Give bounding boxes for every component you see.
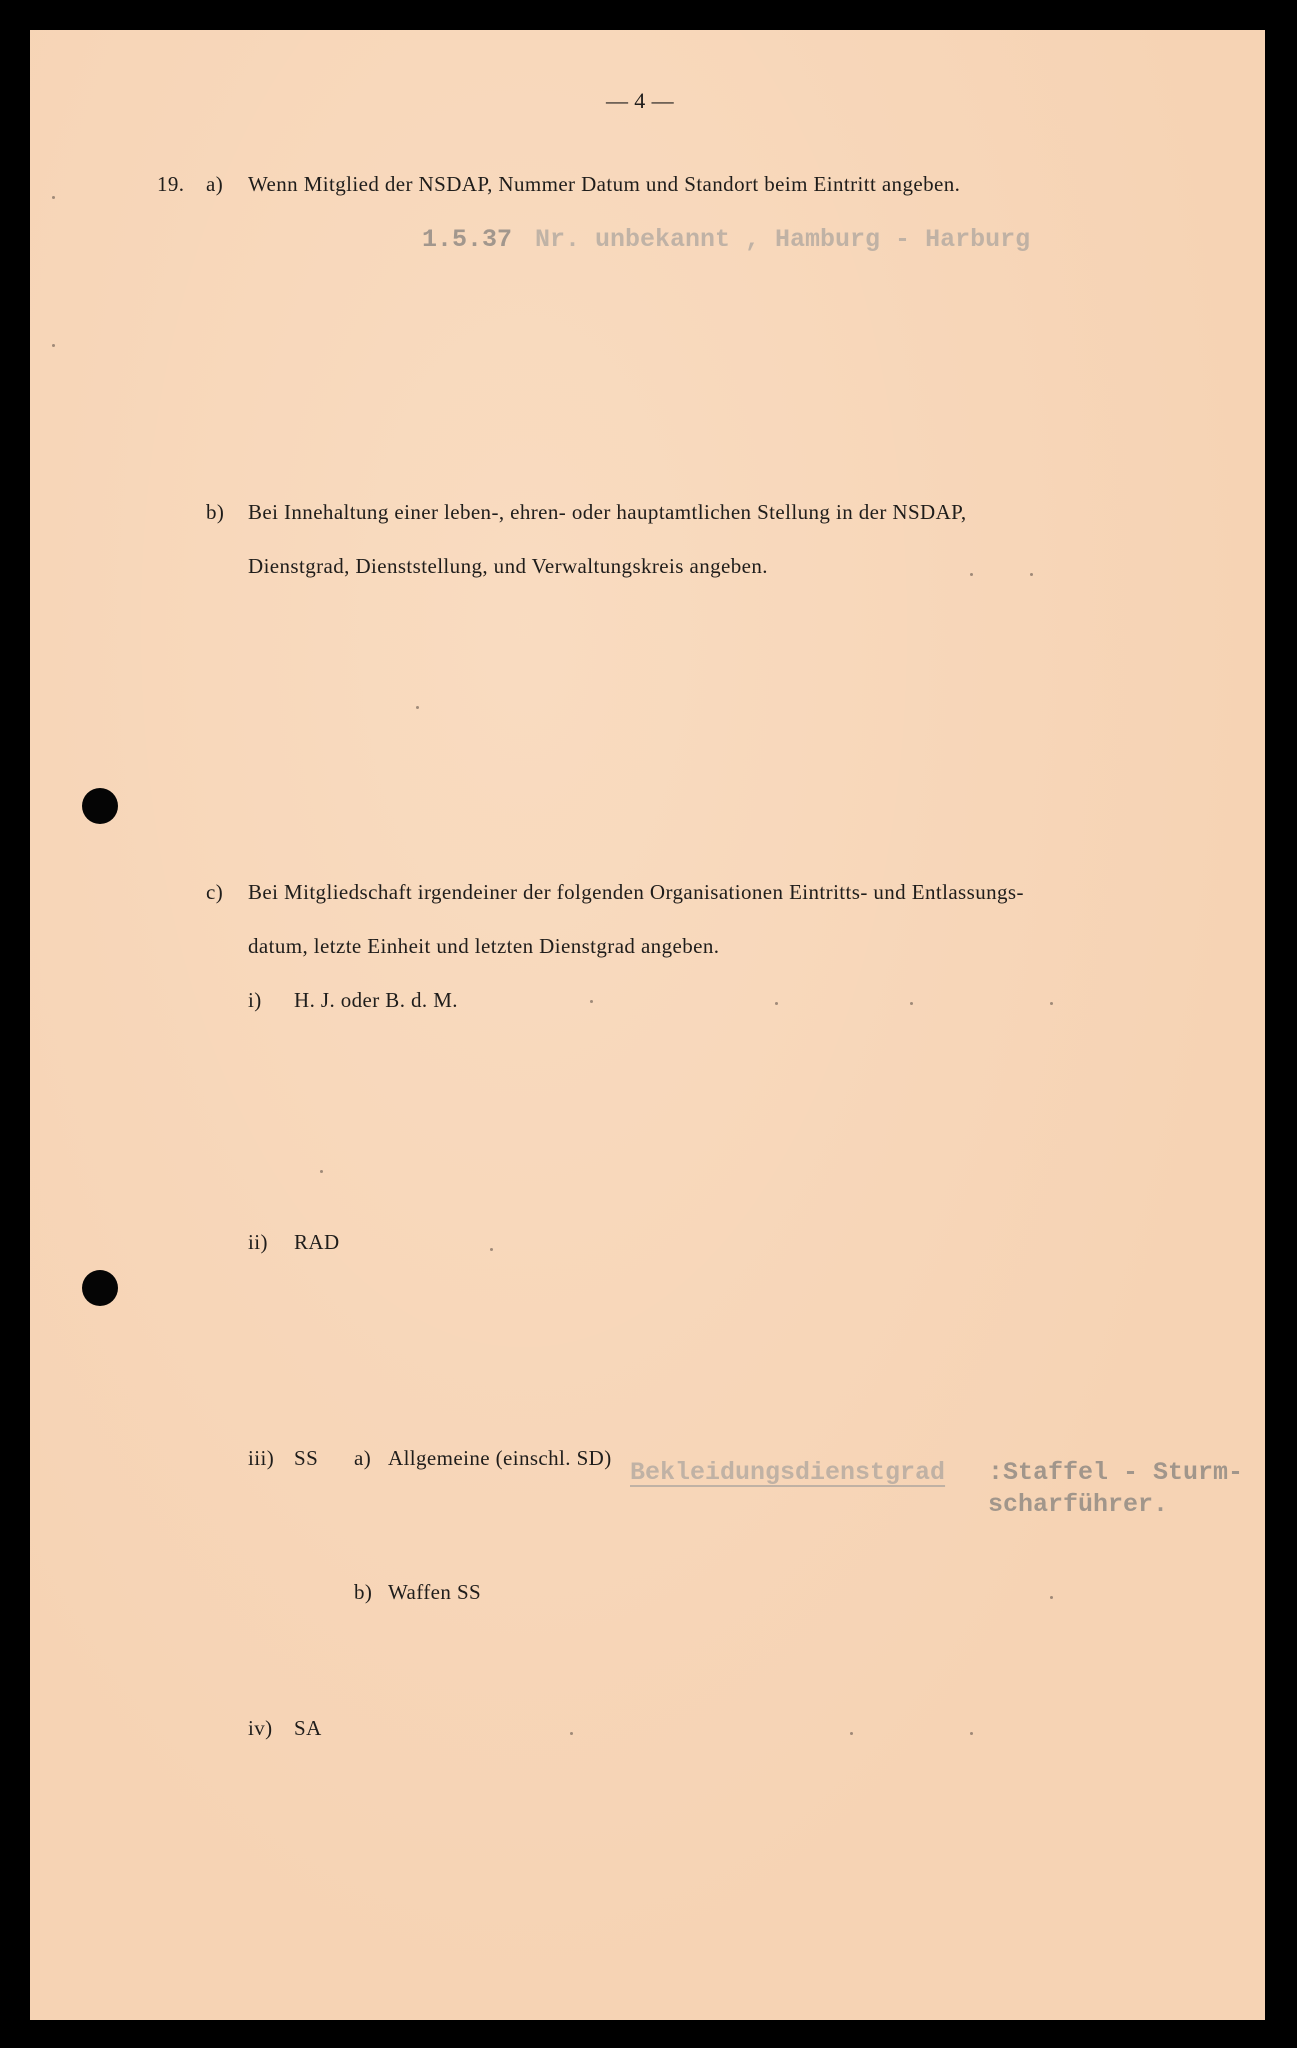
paper-speck bbox=[1050, 1002, 1053, 1005]
paper-speck bbox=[910, 1002, 913, 1005]
item-i-text: H. J. oder B. d. M. bbox=[294, 988, 458, 1012]
document-page bbox=[30, 30, 1265, 2020]
item-iv-text: SA bbox=[294, 1716, 322, 1740]
page-number: — 4 — bbox=[606, 88, 674, 113]
question-c-line2: datum, letzte Einheit und letzten Dienstgrad angeben. bbox=[248, 934, 720, 958]
question-number: 19. bbox=[157, 172, 185, 196]
item-i-label: i) bbox=[248, 988, 262, 1012]
paper-speck bbox=[52, 344, 55, 347]
item-iii-b-label: b) bbox=[354, 1580, 373, 1604]
paper-speck bbox=[970, 1732, 973, 1735]
answer-a-date: 1.5.37 bbox=[422, 225, 513, 254]
punch-hole-upper bbox=[82, 788, 118, 824]
punch-hole-lower bbox=[82, 1270, 118, 1306]
paper-speck bbox=[320, 1170, 323, 1173]
question-a-label: a) bbox=[206, 172, 224, 196]
question-a-text: Wenn Mitglied der NSDAP, Nummer Datum und Standort beim Eintritt angeben. bbox=[248, 172, 961, 196]
question-b-line2: Dienstgrad, Dienststellung, und Verwaltungskreis angeben. bbox=[248, 554, 768, 578]
paper-speck bbox=[52, 196, 55, 199]
paper-speck bbox=[490, 1248, 493, 1251]
item-iii-text: SS bbox=[294, 1446, 319, 1470]
item-ii-text: RAD bbox=[294, 1230, 340, 1254]
paper-speck bbox=[1050, 1596, 1053, 1599]
question-b-label: b) bbox=[206, 500, 225, 524]
answer-iii-a-line2: scharführer. bbox=[988, 1490, 1169, 1519]
paper-speck bbox=[1030, 573, 1033, 576]
answer-iii-a-struck: Bekleidungsdienstgrad bbox=[630, 1458, 946, 1487]
paper-speck bbox=[570, 1732, 573, 1735]
item-iii-a-label: a) bbox=[354, 1446, 372, 1470]
answer-iii-a-line1: :Staffel - Sturm- bbox=[988, 1458, 1244, 1487]
item-iii-a-text: Allgemeine (einschl. SD) bbox=[388, 1446, 612, 1470]
answer-a-details: Nr. unbekannt , Hamburg - Harburg bbox=[535, 225, 1031, 254]
paper-speck bbox=[970, 573, 973, 576]
paper-speck bbox=[775, 1002, 778, 1005]
question-c-line1: Bei Mitgliedschaft irgendeiner der folgenden Organisationen Eintritts- und Entlassungs- bbox=[248, 880, 1024, 904]
question-c-label: c) bbox=[206, 880, 224, 904]
paper-speck bbox=[590, 1000, 593, 1003]
question-b-line1: Bei Innehaltung einer leben-, ehren- oder hauptamtlichen Stellung in der NSDAP, bbox=[248, 500, 967, 524]
paper-speck bbox=[850, 1732, 853, 1735]
item-iii-b-text: Waffen SS bbox=[388, 1580, 482, 1604]
item-iii-label: iii) bbox=[248, 1446, 275, 1470]
item-iv-label: iv) bbox=[248, 1716, 273, 1740]
item-ii-label: ii) bbox=[248, 1230, 268, 1254]
paper-speck bbox=[416, 706, 419, 709]
